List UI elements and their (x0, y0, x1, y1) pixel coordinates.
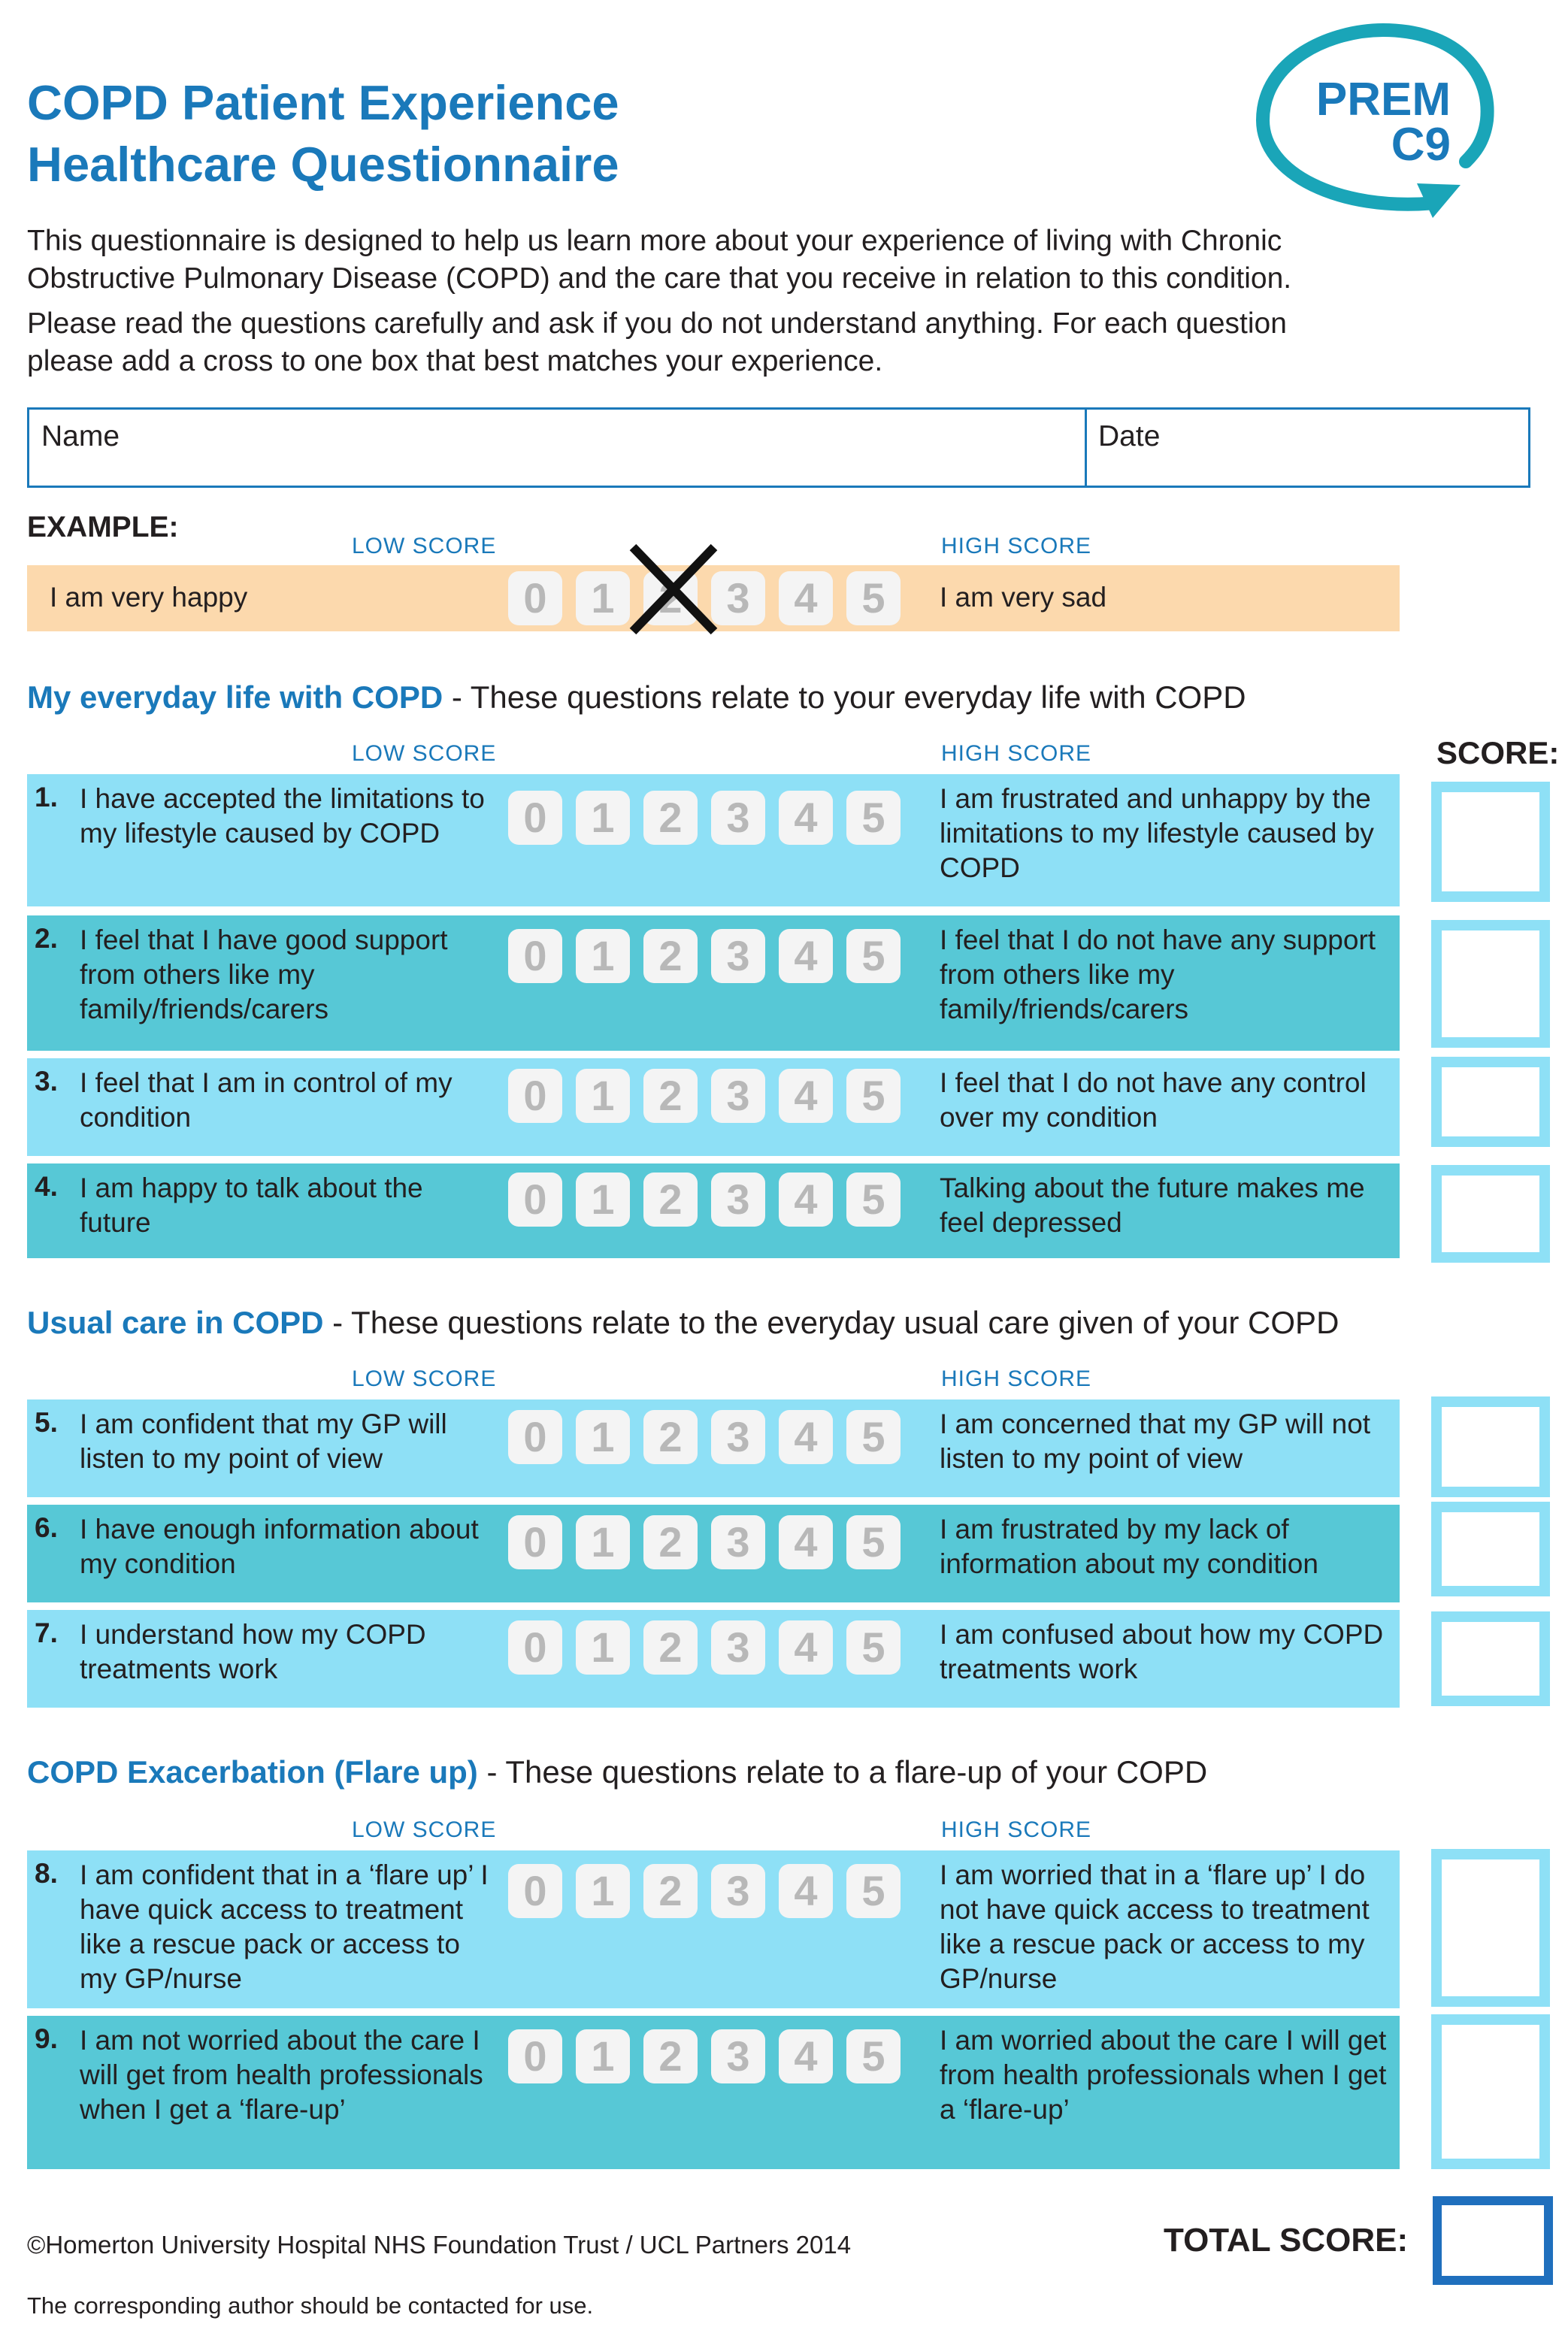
high-score-label: HIGH SCORE (941, 741, 1092, 766)
question-row (27, 1610, 1400, 1708)
low-score-statement: I am happy to talk about the future (80, 1173, 423, 1238)
high-score-statement: I feel that I do not have any support from others like my family/friends/carers (940, 924, 1376, 1024)
q3-option-0[interactable]: 0 (508, 1069, 562, 1123)
q4-option-3[interactable]: 3 (711, 1173, 765, 1227)
question-score-box[interactable] (1431, 1165, 1550, 1263)
question-score-box[interactable] (1431, 2014, 1550, 2169)
intro-line: please add a cross to one box that best matches your experience. (27, 345, 883, 377)
q6-option-1[interactable]: 1 (576, 1515, 630, 1569)
q4-option-0[interactable]: 0 (508, 1173, 562, 1227)
title-line-1: COPD Patient Experience (27, 75, 619, 130)
high-score-statement: I am worried about the care I will get from health professionals when I get a ‘flare-up’ (940, 2025, 1387, 2125)
date-field[interactable] (1087, 410, 1528, 486)
q5-option-5[interactable]: 5 (846, 1410, 901, 1464)
question-row (27, 1058, 1400, 1156)
score-entry-field[interactable] (1442, 1622, 1539, 1696)
q7-option-0[interactable]: 0 (508, 1620, 562, 1675)
score-entry-field[interactable] (1442, 792, 1539, 891)
usage-note: The corresponding author should be contacted for use. (27, 2292, 594, 2319)
logo-text-c9: C9 (1391, 119, 1451, 171)
q4-option-5[interactable]: 5 (846, 1173, 901, 1227)
example-option-0[interactable]: 0 (508, 571, 562, 625)
question-row (27, 1399, 1400, 1497)
section-description: - These questions relate to the everyday usual care given of your COPD (323, 1305, 1339, 1340)
q6-option-3[interactable]: 3 (711, 1515, 765, 1569)
intro-line: Please read the questions carefully and ask if you do not understand anything. For each question (27, 307, 1287, 340)
question-row (27, 1505, 1400, 1602)
question-number: 5. (35, 1407, 58, 1438)
q4-option-4[interactable]: 4 (779, 1173, 833, 1227)
high-score-statement: I am frustrated by my lack of information about my condition (940, 1514, 1318, 1579)
intro-line: This questionnaire is designed to help us learn more about your experience of living with Chronic (27, 225, 1282, 257)
intro-paragraph-1 (27, 222, 1455, 298)
q9-option-1[interactable]: 1 (576, 2029, 630, 2083)
prem-c9-logo (1248, 15, 1503, 218)
high-score-label: HIGH SCORE (941, 1817, 1092, 1842)
high-score-label: HIGH SCORE (941, 1366, 1092, 1391)
q9-option-5[interactable]: 5 (846, 2029, 901, 2083)
q2-option-4[interactable]: 4 (779, 929, 833, 983)
q6-option-2[interactable]: 2 (643, 1515, 698, 1569)
example-label: EXAMPLE: (27, 511, 179, 543)
q5-option-2[interactable]: 2 (643, 1410, 698, 1464)
question-number: 2. (35, 923, 58, 954)
low-score-statement: I feel that I am in control of my condition (80, 1067, 453, 1133)
question-score-box[interactable] (1431, 1057, 1550, 1147)
example-option-3[interactable]: 3 (711, 571, 765, 625)
q3-option-4[interactable]: 4 (779, 1069, 833, 1123)
question-number: 3. (35, 1066, 58, 1097)
question-row (27, 1850, 1400, 2008)
date-field-label: Date (1098, 420, 1161, 452)
q1-option-0[interactable]: 0 (508, 791, 562, 845)
example-option-4[interactable]: 4 (779, 571, 833, 625)
question-score-box[interactable] (1431, 1849, 1550, 2007)
q5-option-1[interactable]: 1 (576, 1410, 630, 1464)
intro-paragraph-2 (27, 305, 1455, 380)
q6-option-4[interactable]: 4 (779, 1515, 833, 1569)
q8-option-1[interactable]: 1 (576, 1864, 630, 1918)
high-score-statement: I am confused about how my COPD treatments work (940, 1619, 1384, 1684)
low-score-statement: I understand how my COPD treatments work (80, 1619, 426, 1684)
section-description: - These questions relate to your everyday life with COPD (443, 679, 1246, 715)
q9-option-0[interactable]: 0 (508, 2029, 562, 2083)
question-score-box[interactable] (1431, 1502, 1550, 1596)
score-entry-field[interactable] (1442, 1067, 1539, 1136)
section-heading (27, 1305, 1339, 1341)
q6-option-5[interactable]: 5 (846, 1515, 901, 1569)
q6-option-0[interactable]: 0 (508, 1515, 562, 1569)
q1-option-2[interactable]: 2 (643, 791, 698, 845)
q7-option-3[interactable]: 3 (711, 1620, 765, 1675)
copyright-text: ©Homerton University Hospital NHS Foundation Trust / UCL Partners 2014 (27, 2231, 852, 2259)
name-date-box (27, 407, 1530, 488)
low-score-label: LOW SCORE (352, 741, 497, 766)
question-row (27, 2016, 1400, 2169)
q2-option-5[interactable]: 5 (846, 929, 901, 983)
q3-option-3[interactable]: 3 (711, 1069, 765, 1123)
high-score-statement: I am frustrated and unhappy by the limitations to my lifestyle caused by COPD (940, 783, 1374, 883)
low-score-statement: I have accepted the limitations to my lifestyle caused by COPD (80, 783, 485, 849)
q1-option-3[interactable]: 3 (711, 791, 765, 845)
score-column-label: SCORE: (1436, 735, 1560, 770)
section-description: - These questions relate to a flare-up of your COPD (477, 1754, 1208, 1790)
q9-option-3[interactable]: 3 (711, 2029, 765, 2083)
score-entry-field[interactable] (1442, 2025, 1539, 2159)
q8-option-2[interactable]: 2 (643, 1864, 698, 1918)
q2-option-1[interactable]: 1 (576, 929, 630, 983)
low-score-statement: I am confident that in a ‘flare up’ I have quick access to treatment like a rescue pack or access to my GP/nurse (80, 1859, 489, 1994)
q2-option-3[interactable]: 3 (711, 929, 765, 983)
q5-option-4[interactable]: 4 (779, 1410, 833, 1464)
example-option-1[interactable]: 1 (576, 571, 630, 625)
example-high-text: I am very sad (940, 582, 1107, 613)
q7-option-5[interactable]: 5 (846, 1620, 901, 1675)
section-name: My everyday life with COPD (27, 679, 443, 715)
total-score-label: TOTAL SCORE: (1164, 2222, 1409, 2259)
low-score-statement: I am not worried about the care I will get from health professionals when I get a ‘flare-up’ (80, 2025, 483, 2125)
q4-option-1[interactable]: 1 (576, 1173, 630, 1227)
low-score-statement: I feel that I have good support from others like my family/friends/carers (80, 924, 448, 1024)
high-score-label: HIGH SCORE (941, 534, 1092, 558)
high-score-statement: I am worried that in a ‘flare up’ I do not have quick access to treatment like a rescue pack or access to my GP/nurse (940, 1859, 1370, 1994)
question-number: 8. (35, 1858, 58, 1889)
high-score-statement: I feel that I do not have any control over my condition (940, 1067, 1367, 1133)
q1-option-1[interactable]: 1 (576, 791, 630, 845)
question-row (27, 774, 1400, 906)
q3-option-5[interactable]: 5 (846, 1069, 901, 1123)
question-score-box[interactable] (1431, 1396, 1550, 1497)
question-number: 9. (35, 2023, 58, 2054)
q7-option-4[interactable]: 4 (779, 1620, 833, 1675)
score-entry-field[interactable] (1442, 930, 1539, 1037)
low-score-label: LOW SCORE (352, 534, 497, 558)
q1-option-4[interactable]: 4 (779, 791, 833, 845)
score-entry-field[interactable] (1442, 1407, 1539, 1487)
low-score-label: LOW SCORE (352, 1366, 497, 1391)
score-entry-field[interactable] (1442, 1859, 1539, 1996)
q9-option-2[interactable]: 2 (643, 2029, 698, 2083)
page-title (27, 72, 1004, 195)
q5-option-3[interactable]: 3 (711, 1410, 765, 1464)
logo-text-prem: PREM (1315, 74, 1451, 126)
q3-option-2[interactable]: 2 (643, 1069, 698, 1123)
question-score-box[interactable] (1431, 920, 1550, 1048)
example-cross-mark-icon (625, 541, 722, 637)
section-heading (27, 679, 1246, 716)
q2-option-0[interactable]: 0 (508, 929, 562, 983)
section-name: Usual care in COPD (27, 1305, 324, 1340)
section-name: COPD Exacerbation (Flare up) (27, 1754, 478, 1790)
question-number: 4. (35, 1171, 58, 1202)
name-field-label: Name (41, 420, 120, 452)
q8-option-4[interactable]: 4 (779, 1864, 833, 1918)
q2-option-2[interactable]: 2 (643, 929, 698, 983)
example-option-5[interactable]: 5 (846, 571, 901, 625)
q7-option-2[interactable]: 2 (643, 1620, 698, 1675)
example-low-text: I am very happy (50, 582, 248, 613)
q9-option-4[interactable]: 4 (779, 2029, 833, 2083)
high-score-statement: I am concerned that my GP will not listen to my point of view (940, 1409, 1371, 1474)
q5-option-0[interactable]: 0 (508, 1410, 562, 1464)
question-score-box[interactable] (1431, 1611, 1550, 1706)
section-heading (27, 1754, 1207, 1790)
intro-line: Obstructive Pulmonary Disease (COPD) and the care that you receive in relation to this condition. (27, 262, 1292, 295)
low-score-statement: I have enough information about my condition (80, 1514, 479, 1579)
question-row (27, 915, 1400, 1051)
total-score-box[interactable] (1433, 2196, 1553, 2285)
q3-option-1[interactable]: 1 (576, 1069, 630, 1123)
score-entry-field[interactable] (1442, 1512, 1539, 1586)
score-entry-field[interactable] (1442, 1176, 1539, 1252)
question-number: 6. (35, 1512, 58, 1543)
low-score-label: LOW SCORE (352, 1817, 497, 1842)
q8-option-3[interactable]: 3 (711, 1864, 765, 1918)
q4-option-2[interactable]: 2 (643, 1173, 698, 1227)
question-number: 1. (35, 782, 58, 812)
low-score-statement: I am confident that my GP will listen to my point of view (80, 1409, 447, 1474)
question-row (27, 1163, 1400, 1258)
q7-option-1[interactable]: 1 (576, 1620, 630, 1675)
name-field[interactable] (29, 410, 1085, 486)
q8-option-0[interactable]: 0 (508, 1864, 562, 1918)
q1-option-5[interactable]: 5 (846, 791, 901, 845)
title-line-2: Healthcare Questionnaire (27, 137, 619, 192)
question-number: 7. (35, 1617, 58, 1648)
question-score-box[interactable] (1431, 782, 1550, 902)
q8-option-5[interactable]: 5 (846, 1864, 901, 1918)
high-score-statement: Talking about the future makes me feel depressed (940, 1173, 1365, 1238)
